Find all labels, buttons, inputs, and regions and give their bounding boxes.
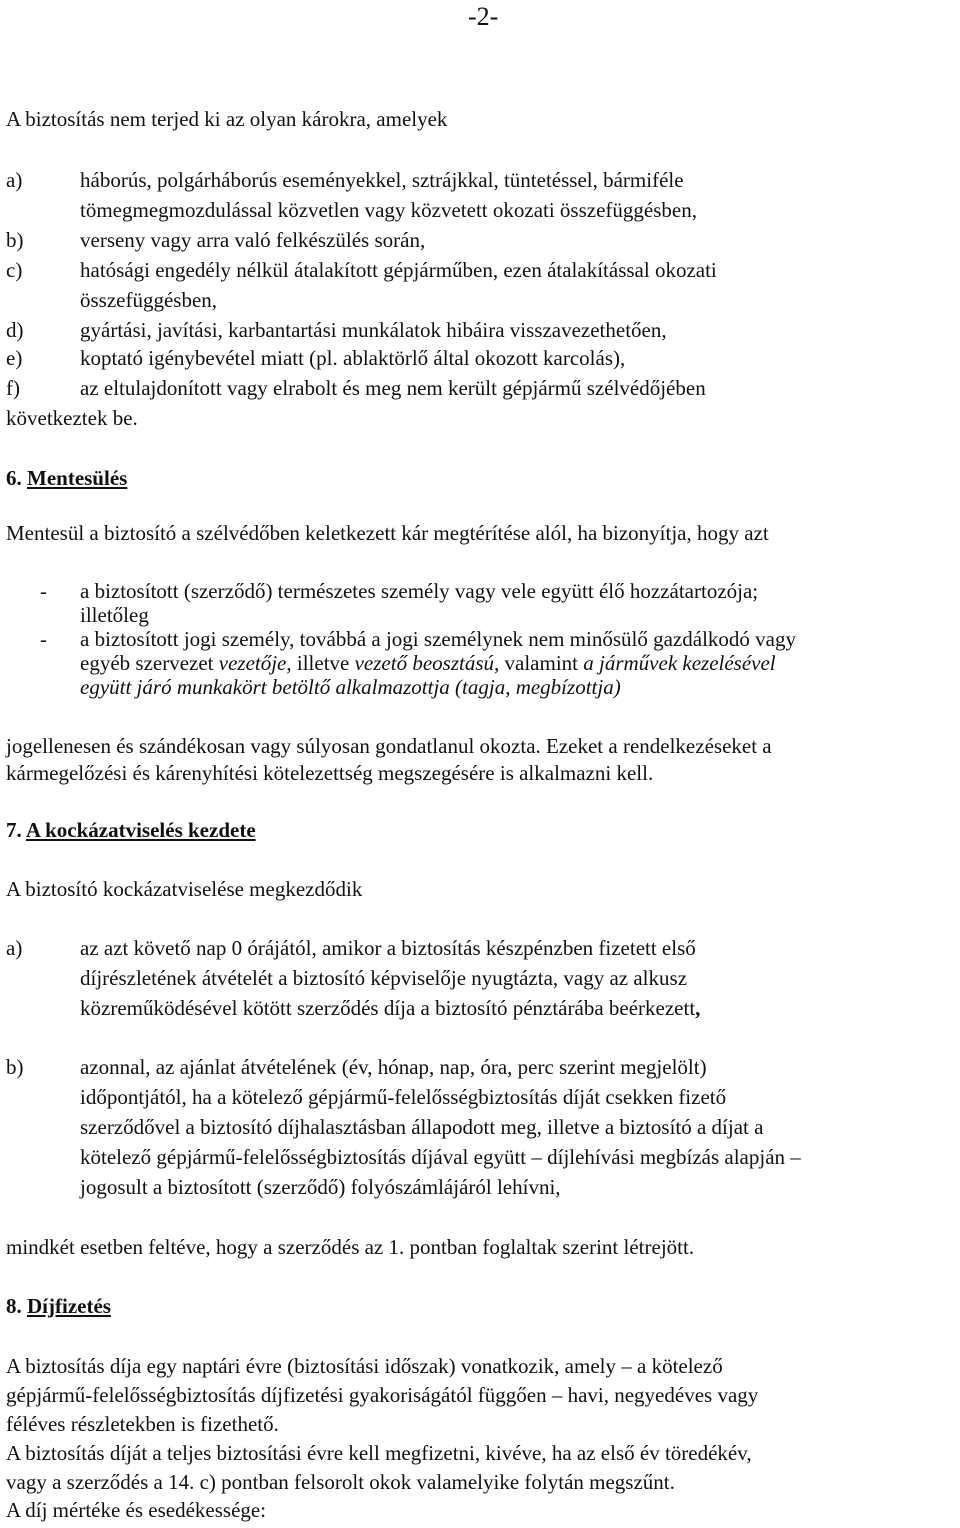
section8-heading <box>6 1291 111 1321</box>
bullet-text: illetőleg <box>80 603 149 627</box>
item-label: a) <box>6 936 23 960</box>
heading-number: 7. <box>6 818 26 842</box>
heading-title: A kockázatviselés kezdete <box>25 818 256 842</box>
section7-heading <box>6 815 256 845</box>
exclusion-label: c) <box>6 258 23 282</box>
bullet-text: a biztosított (szerződő) természetes személy vagy vele együtt élő hozzátartozója; <box>80 579 759 603</box>
bullet-text-italic: együtt járó munkakört betöltő alkalmazottja (tagja, megbízottja) <box>80 675 621 699</box>
exclusion-label: b) <box>6 228 24 252</box>
exclusion-text: gyártási, javítási, karbantartási munkálatok hibáira visszavezethetően, <box>80 318 667 342</box>
bullet-dash: - <box>40 627 47 651</box>
exclusion-label: f) <box>6 376 20 400</box>
text-run: , illetve <box>286 651 355 675</box>
exclusions-intro: A biztosítás nem terjed ki az olyan károkra, amelyek <box>6 107 448 131</box>
section6-closing: kármegelőzési és kárenyhítési kötelezettség megszegésére is alkalmazni kell. <box>6 761 654 785</box>
text-run-italic: a járművek kezelésével <box>583 651 776 675</box>
item-text: kötelező gépjármű-felelősségbiztosítás díjával együtt – díjlehívási megbízás alapján – <box>80 1145 801 1169</box>
item-text: az azt követő nap 0 órájától, amikor a biztosítás készpénzben fizetett első <box>80 936 696 960</box>
heading-number: 6. <box>6 466 27 490</box>
section8-paragraph: A biztosítás díja egy naptári évre (biztosítási időszak) vonatkozik, amely – a kötelező <box>6 1354 723 1378</box>
text-run: , valamint <box>494 651 584 675</box>
section6-intro: Mentesül a biztosító a szélvédőben keletkezett kár megtérítése alól, ha bizonyítja, hogy azt <box>6 521 769 545</box>
item-text <box>80 993 700 1023</box>
bullet-text: a biztosított jogi személy, továbbá a jogi személynek nem minősülő gazdálkodó vagy <box>80 627 796 651</box>
item-label: b) <box>6 1055 24 1079</box>
page-number: -2- <box>468 2 499 31</box>
section8-paragraph: vagy a szerződés a 14. c) pontban felsorolt okok valamelyike folytán megszűnt. <box>6 1470 675 1494</box>
text-run: egyéb szervezet <box>80 651 219 675</box>
heading-title: Díjfizetés <box>27 1294 111 1318</box>
text-run-bold: , <box>695 996 701 1020</box>
heading-title: Mentesülés <box>27 466 128 490</box>
item-text: jogosult a biztosított (szerződő) folyószámlájáról lehívni, <box>80 1175 561 1199</box>
exclusion-text: koptató igénybevétel miatt (pl. ablaktörlő által okozott karcolás), <box>80 346 626 370</box>
item-text: díjrészletének átvételét a biztosító képviselője nyugtázta, vagy az alkusz <box>80 966 688 990</box>
exclusion-text: verseny vagy arra való felkészülés során, <box>80 228 426 252</box>
exclusion-text: háborús, polgárháborús eseményekkel, sztrájkkal, tüntetéssel, bármiféle <box>80 168 684 192</box>
item-text: szerződővel a biztosító díjhalasztásban állapodott meg, illetve a biztosító a díjat a <box>80 1115 764 1139</box>
section8-paragraph: A biztosítás díját a teljes biztosítási évre kell megfizetni, kivéve, ha az első év töredékév, <box>6 1441 752 1465</box>
section7-closing: mindkét esetben feltéve, hogy a szerződés az 1. pontban foglaltak szerint létrejött. <box>6 1235 695 1259</box>
exclusion-text: az eltulajdonított vagy elrabolt és meg nem került gépjármű szélvédőjében <box>80 376 706 400</box>
bullet-dash: - <box>40 579 47 603</box>
heading-number: 8. <box>6 1294 27 1318</box>
section8-paragraph: gépjármű-felelősségbiztosítás díjfizetési gyakoriságától függően – havi, negyedéves vagy <box>6 1383 759 1407</box>
exclusions-closing: következtek be. <box>6 406 138 430</box>
exclusion-label: a) <box>6 168 23 192</box>
section6-heading <box>6 463 127 493</box>
section6-closing: jogellenesen és szándékosan vagy súlyosan gondatlanul okozta. Ezeket a rendelkezéseket a <box>6 734 772 758</box>
exclusion-text: hatósági engedély nélkül átalakított gépjárműben, ezen átalakítással okozati <box>80 258 717 282</box>
text-run-italic: vezetője <box>218 651 287 675</box>
exclusion-label: d) <box>6 318 24 342</box>
exclusion-text: tömegmegmozdulással közvetlen vagy közvetett okozati összefüggésben, <box>80 198 697 222</box>
text-run-italic: vezető beosztású <box>354 651 495 675</box>
item-text: időpontjától, ha a kötelező gépjármű-felelősségbiztosítás díját csekken fizető <box>80 1085 727 1109</box>
text-run: közreműködésével kötött szerződés díja a biztosító pénztárába beérkezett <box>80 996 696 1020</box>
exclusion-label: e) <box>6 346 23 370</box>
exclusion-text: összefüggésben, <box>80 288 218 312</box>
item-text: azonnal, az ajánlat átvételének (év, hónap, nap, óra, perc szerint megjelölt) <box>80 1055 707 1079</box>
section8-paragraph: A díj mértéke és esedékessége: <box>6 1498 267 1522</box>
section7-intro: A biztosító kockázatviselése megkezdődik <box>6 877 363 901</box>
section8-paragraph: féléves részletekben is fizethető. <box>6 1412 279 1436</box>
